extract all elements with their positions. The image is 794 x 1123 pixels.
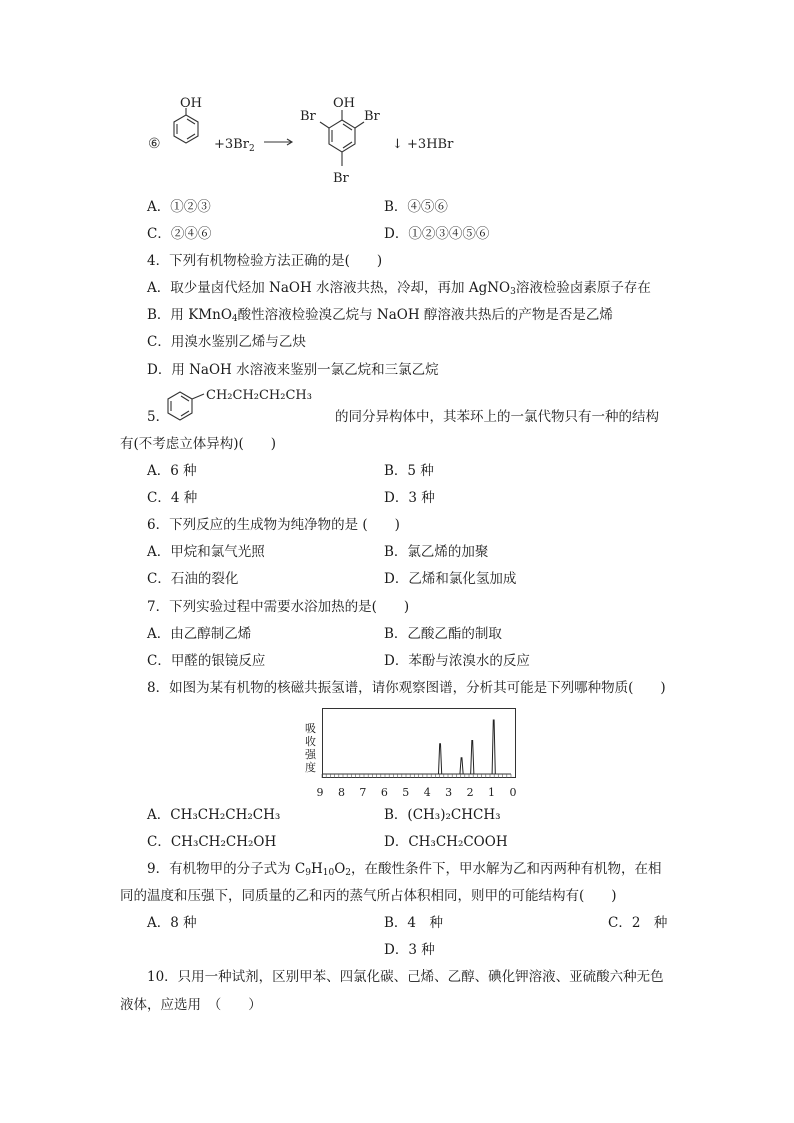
q6-option-d: D．乙烯和氯化氢加成 [384, 571, 517, 587]
reaction-6-diagram [140, 90, 480, 195]
q9-option-a: A．8 种 [147, 915, 197, 931]
q6-option-a: A．甲烷和氯气光照 [147, 544, 265, 560]
q5-option-a: A．6 种 [147, 463, 197, 479]
product-oh: OH [333, 96, 355, 111]
nmr-xtick-label: 2 [466, 786, 474, 799]
q7-option-d: D．苯酚与浓溴水的反应 [384, 653, 530, 669]
q9-stem: 9．有机物甲的分子式为 $C_9H_{10}O_2$，在酸性条件下，甲水解为乙和丙两种有机物，在相 [147, 861, 662, 878]
nmr-xtick-label: 0 [509, 786, 517, 799]
q5-option-c: C．4 种 [147, 490, 198, 506]
nmr-peak-3 [492, 720, 495, 774]
nmr-xtick-label: 4 [423, 786, 431, 799]
product-br-right: Br [364, 109, 380, 124]
phenol-oh: OH [180, 96, 202, 111]
reaction-arrow [264, 139, 292, 145]
nmr-xtick-label: 9 [316, 786, 324, 799]
q7-stem: 7．下列实验过程中需要水浴加热的是( ) [147, 599, 410, 615]
q10-stem: 10．只用一种试剂，区别甲苯、四氯化碳、己烯、乙醇、碘化钾溶液、亚硫酸六种无色 [147, 969, 664, 985]
q7-option-c: C．甲醛的银镜反应 [147, 653, 266, 669]
q5-option-d: D．3 种 [384, 490, 435, 506]
q7-option-a: A．由乙醇制乙烯 [147, 626, 252, 642]
plus-br2: $+3Br_2$ [214, 137, 255, 154]
q3-option-a: A．①②③ [147, 199, 211, 215]
q8-stem: 8．如图为某有机物的核磁共振氢谱，请你观察图谱，分析其可能是下列哪种物质( ) [147, 680, 666, 696]
q8-option-a: A．CH₃CH₂CH₂CH₃ [147, 807, 281, 823]
nmr-xtick-label: 5 [402, 786, 410, 799]
q3-option-c: C．②④⑥ [147, 226, 212, 242]
reaction-6-label: ⑥ [148, 136, 161, 152]
q3-option-d: D．①②③④⑤⑥ [384, 226, 490, 242]
q5-stem-line2: 有(不考虑立体异构)( ) [120, 436, 277, 452]
nmr-ylabel: 吸 收 强 度 [305, 722, 316, 774]
nmr-xtick-label: 3 [445, 786, 453, 799]
q5-number: 5． [147, 409, 170, 425]
q9-stem-line2: 同的温度和压强下，同质量的乙和丙的蒸气所占体积相同，则甲的可能结构有( ) [120, 888, 617, 904]
q9-option-d: D．3 种 [384, 942, 435, 958]
butylbenzene-structure [164, 384, 344, 424]
q6-option-b: B．氯乙烯的加聚 [384, 544, 489, 560]
nmr-xtick-label: 7 [359, 786, 367, 799]
tribromophenol-ring [320, 110, 364, 166]
q6-stem: 6．下列反应的生成物为纯净物的是 ( ) [147, 517, 400, 533]
q8-option-d: D．CH₃CH₂COOH [384, 834, 508, 850]
nmr-peak-2 [471, 741, 474, 774]
q7-option-b: B．乙酸乙酯的制取 [384, 626, 502, 642]
q4-option-d: D．用 NaOH 水溶液来鉴别一氯乙烷和三氯乙烷 [147, 362, 439, 378]
product-br-left: Br [300, 109, 316, 124]
nmr-peak-1 [460, 758, 463, 774]
q10-stem-line2: 液体，应选用 （ ） [120, 997, 262, 1013]
nmr-spectrum-chart [310, 706, 525, 800]
q9-option-c: C．2 种 [608, 915, 668, 931]
q8-option-b: B．(CH₃)₂CHCH₃ [384, 807, 501, 823]
q5-stem: 的同分异构体中，其苯环上的一氯代物只有一种的结构 [335, 409, 659, 425]
nmr-xtick-label: 8 [337, 786, 345, 799]
q9-option-b: B．4 种 [384, 915, 444, 931]
q8-option-c: C．CH₃CH₂CH₂OH [147, 834, 277, 850]
q4-stem: 4．下列有机物检验方法正确的是( ) [147, 253, 383, 269]
q5-option-b: B．5 种 [384, 463, 434, 479]
product-br-bottom: Br [333, 171, 349, 186]
q6-option-c: C．石油的裂化 [147, 571, 239, 587]
phenol-ring [174, 108, 198, 143]
q3-option-b: B．④⑤⑥ [384, 199, 448, 215]
q4-option-a: A．取少量卤代烃加 NaOH 水溶液共热，冷却，再加 AgNO$_3$溶液检验卤素原子存在 [147, 280, 651, 297]
q4-option-b: B．用 KMnO$_4$酸性溶液检验溴乙烷与 NaOH 醇溶液共热后的产物是否是乙烯 [147, 307, 613, 324]
nmr-xtick-label: 6 [380, 786, 388, 799]
q4-option-c: C．用溴水鉴别乙烯与乙炔 [147, 334, 306, 350]
butyl-group: CH₂CH₂CH₂CH₃ [206, 388, 312, 403]
reaction-6-tail: ↓ +3HBr [392, 137, 454, 152]
nmr-peak-0 [438, 744, 441, 774]
nmr-xtick-label: 1 [488, 786, 496, 799]
